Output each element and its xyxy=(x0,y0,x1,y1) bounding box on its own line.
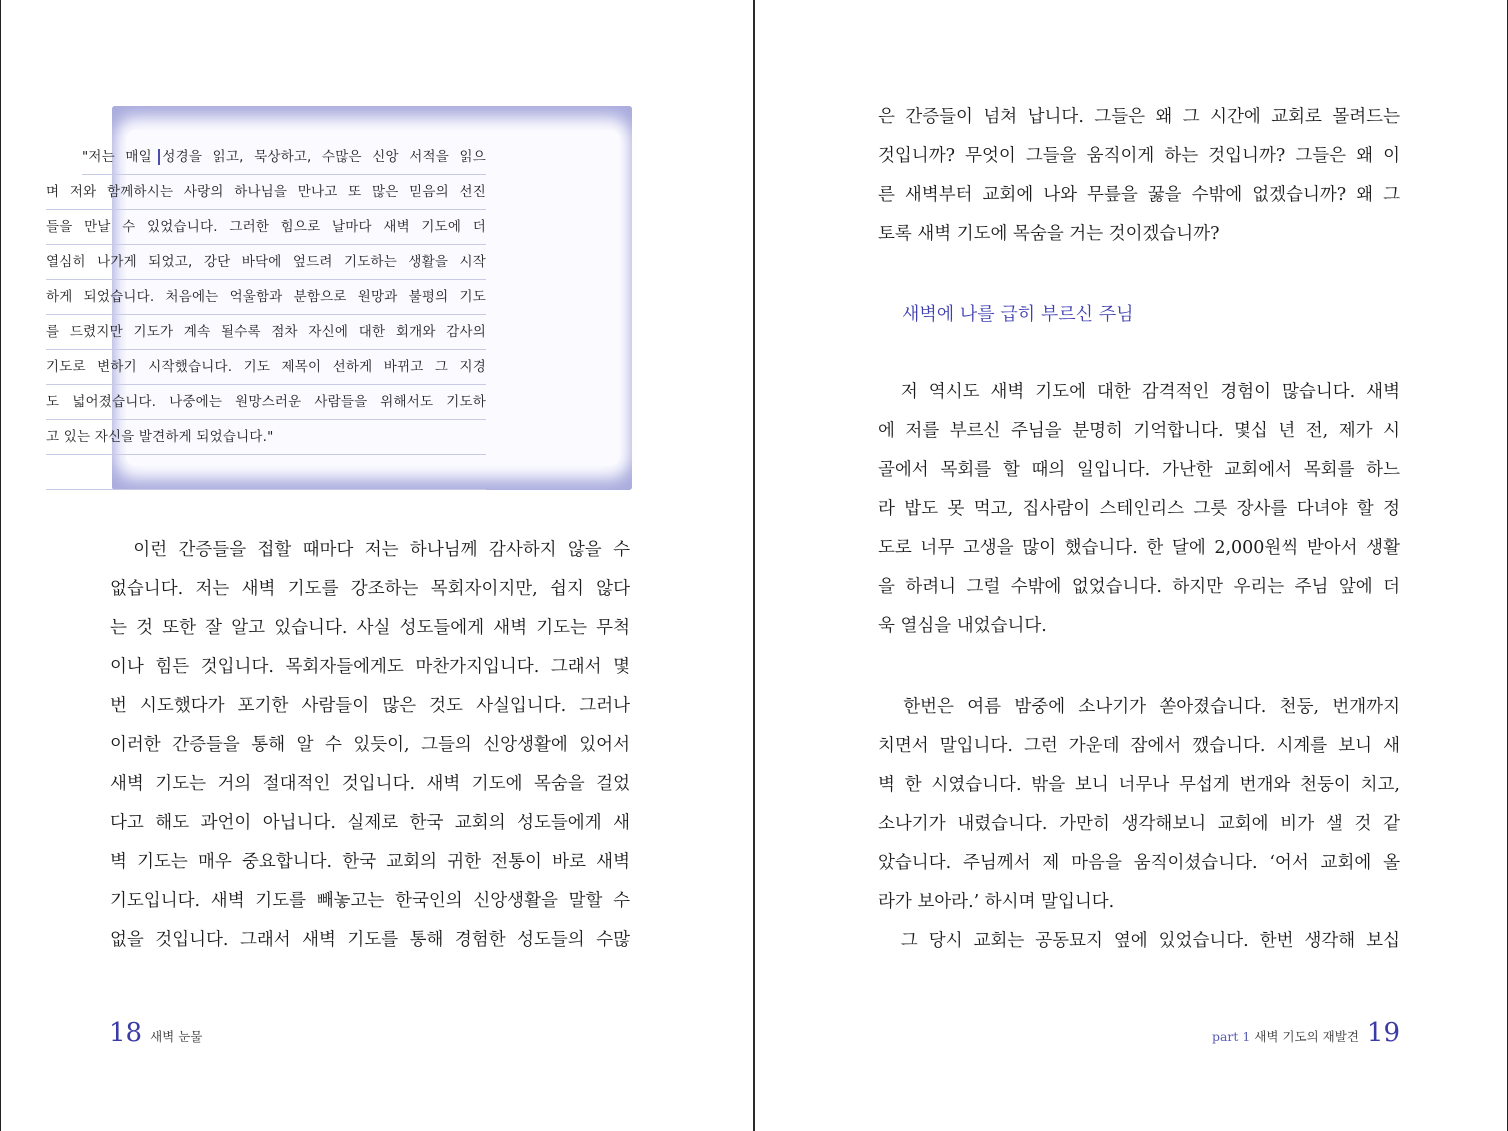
testimony-quote xyxy=(46,140,486,490)
text-line: 벽 기도는 매우 중요합니다. 한국 교회의 귀한 전통이 바로 새벽 xyxy=(110,852,630,872)
running-title: 새벽 눈물 xyxy=(150,1029,203,1044)
quote-rule xyxy=(46,455,486,490)
text-line: 소나기가 내렸습니다. 가만히 생각해보니 교회에 비가 샐 것 같 xyxy=(878,814,1400,834)
quote-line: 들을 만날 수 있었습니다. 그러한 힘으로 날마다 새벽 기도에 더 xyxy=(46,210,486,245)
quote-line: 도 넓어졌습니다. 나중에는 원망스러운 사람들을 위해서도 기도하 xyxy=(46,385,486,420)
right-page xyxy=(755,0,1508,1131)
text-line: 골에서 목회를 할 때의 일입니다. 가난한 교회에서 목회를 하느 xyxy=(878,460,1400,480)
right-body-paragraph-3 xyxy=(878,688,1400,961)
quote-line: 열심히 나가게 되었고, 강단 바닥에 엎드려 기도하는 생활을 시작 xyxy=(46,245,486,280)
running-title: 새벽 기도의 재발견 xyxy=(1254,1029,1359,1044)
text-line: 한번은 여름 밤중에 소나기가 쏟아졌습니다. 천둥, 번개까지 xyxy=(878,697,1400,717)
text-line: 그 당시 교회는 공동묘지 옆에 있었습니다. 한번 생각해 보십 xyxy=(878,931,1400,951)
quote-line: "저는 매일 성경을 읽고, 묵상하고, 수많은 신앙 서적을 읽으 xyxy=(82,140,486,175)
text-line: 도로 너무 고생을 많이 했습니다. 한 달에 2,000원씩 받아서 생활 xyxy=(878,538,1400,558)
text-line: 욱 열심을 내었습니다. xyxy=(878,616,1047,636)
text-line: 치면서 말입니다. 그런 가운데 잠에서 깼습니다. 시계를 보니 새 xyxy=(878,736,1400,756)
text-line: 토록 새벽 기도에 목숨을 거는 것이겠습니까? xyxy=(878,224,1220,244)
text-line: 없습니다. 저는 새벽 기도를 강조하는 목회자이지만, 쉽지 않다 xyxy=(110,579,630,599)
quote-line: 고 있는 자신을 발견하게 되었습니다." xyxy=(46,420,486,455)
page-number: 19 xyxy=(1366,1018,1400,1048)
page-number: 18 xyxy=(109,1018,143,1048)
quote-line: 기도로 변하기 시작했습니다. 기도 제목이 선하게 바뀌고 그 지경 xyxy=(46,350,486,385)
text-line: 을 하려니 그럴 수밖에 없었습니다. 하지만 우리는 주님 앞에 더 xyxy=(878,577,1400,597)
right-folio xyxy=(1212,1018,1400,1048)
left-body-paragraph xyxy=(110,531,630,960)
quote-line: 며 저와 함께하시는 사랑의 하나님을 만나고 또 많은 믿음의 선진 xyxy=(46,175,486,210)
quote-line: 하게 되었습니다. 처음에는 억울함과 분함으로 원망과 불평의 기도 xyxy=(46,280,486,315)
text-line: 는 것 또한 잘 알고 있습니다. 사실 성도들에게 새벽 기도는 무척 xyxy=(110,618,630,638)
text-line: 다고 해도 과언이 아닙니다. 실제로 한국 교회의 성도들에게 새 xyxy=(110,813,630,833)
text-line: 라가 보아라.’ 하시며 말입니다. xyxy=(878,892,1115,912)
text-line: 이러한 간증들을 통해 알 수 있듯이, 그들의 신앙생활에 있어서 xyxy=(110,735,630,755)
text-line: 저 역시도 새벽 기도에 대한 감격적인 경험이 많습니다. 새벽 xyxy=(878,382,1400,402)
text-line: 은 간증들이 넘쳐 납니다. 그들은 왜 그 시간에 교회로 몰려드는 xyxy=(878,107,1400,127)
text-line: 이나 힘든 것입니다. 목회자들에게도 마찬가지입니다. 그래서 몇 xyxy=(110,657,630,677)
text-line: 기도입니다. 새벽 기도를 빼놓고는 한국인의 신앙생활을 말할 수 xyxy=(110,891,630,911)
quote-line: 를 드렸지만 기도가 계속 될수록 점차 자신에 대한 회개와 감사의 xyxy=(46,315,486,350)
section-heading: 새벽에 나를 급히 부르신 주님 xyxy=(902,304,1134,325)
text-line: 없을 것입니다. 그래서 새벽 기도를 통해 경험한 성도들의 수많 xyxy=(110,930,630,950)
right-body-paragraph-2 xyxy=(878,373,1400,646)
text-line: 았습니다. 주님께서 제 마음을 움직이셨습니다. ‘어서 교회에 올 xyxy=(878,853,1400,873)
text-line: 벽 한 시였습니다. 밖을 보니 너무나 무섭게 번개와 천둥이 치고, xyxy=(878,775,1400,795)
part-label: part 1 xyxy=(1211,1029,1251,1044)
text-line: 것입니까? 무엇이 그들을 움직이게 하는 것입니까? 그들은 왜 이 xyxy=(878,146,1400,166)
text-line: 번 시도했다가 포기한 사람들이 많은 것도 사실입니다. 그러나 xyxy=(110,696,631,716)
right-body-paragraph-1 xyxy=(878,98,1400,254)
text-line: 이런 간증들을 접할 때마다 저는 하나님께 감사하지 않을 수 xyxy=(110,540,630,560)
text-line: 새벽 기도는 거의 절대적인 것입니다. 새벽 기도에 목숨을 걸었 xyxy=(110,774,630,794)
text-line: 라 밥도 못 먹고, 집사람이 스테인리스 그릇 장사를 다녀야 할 정 xyxy=(878,499,1400,519)
left-page xyxy=(0,0,753,1131)
left-folio xyxy=(109,1018,202,1048)
text-line: 른 새벽부터 교회에 나와 무릎을 꿇을 수밖에 없겠습니까? 왜 그 xyxy=(878,185,1400,205)
text-line: 에 저를 부르신 주님을 분명히 기억합니다. 몇십 년 전, 제가 시 xyxy=(878,421,1400,441)
